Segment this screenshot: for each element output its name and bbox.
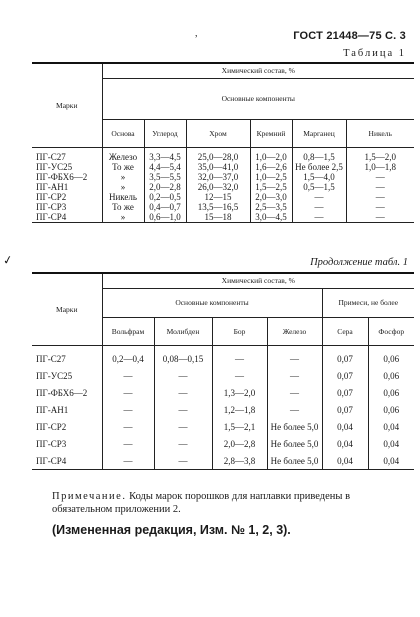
table1-marka-header: Марки <box>32 63 102 148</box>
table-row <box>32 172 414 182</box>
table-row <box>32 452 414 470</box>
table2-column-header: Железо <box>267 318 322 346</box>
table2 <box>32 272 414 470</box>
value-cell: » <box>102 212 144 223</box>
table1-column-header: Никель <box>346 120 414 148</box>
table1-column-header: Хром <box>186 120 250 148</box>
stray-mark: ✓ <box>1 252 15 268</box>
table2-column-header: Сера <box>322 318 368 346</box>
grade-cell: ПГ-СР2 <box>36 421 67 432</box>
changed-edition-note: (Измененная редакция, Изм. № 1, 2, 3). <box>52 523 291 537</box>
value-cell: 0,06 <box>368 384 414 401</box>
table-row <box>32 367 414 384</box>
value-cell: 0,07 <box>322 346 368 368</box>
table2-column-header: Молибден <box>154 318 212 346</box>
value-cell: — <box>292 212 346 223</box>
value-cell: 0,4—0,7 <box>144 202 186 212</box>
value-cell: — <box>212 346 267 368</box>
table2-column-header: Бор <box>212 318 267 346</box>
value-cell: — <box>154 384 212 401</box>
table1-column-header: Углерод <box>144 120 186 148</box>
table-row <box>32 346 414 368</box>
value-cell: » <box>102 182 144 192</box>
value-cell: 25,0—28,0 <box>186 148 250 163</box>
grade-cell: ПГ-АН1 <box>36 182 69 192</box>
value-cell: То же <box>102 162 144 172</box>
value-cell: 1,6—2,6 <box>250 162 292 172</box>
grade-cell: ПГ-ФБХ6—2 <box>36 387 88 398</box>
value-cell: 1,2—1,8 <box>212 401 267 418</box>
value-cell: То же <box>102 202 144 212</box>
value-cell: — <box>346 192 414 202</box>
table1-column-header: Основа <box>102 120 144 148</box>
note-lead: Примечание. <box>52 491 127 502</box>
value-cell: 0,5—1,5 <box>292 182 346 192</box>
table-row <box>32 401 414 418</box>
value-cell: Железо <box>102 148 144 163</box>
table2-column-header: Фосфор <box>368 318 414 346</box>
table1-caption: Таблица 1 <box>343 48 406 59</box>
table2-caption: Продолжение табл. 1 <box>310 257 408 268</box>
value-cell: Никель <box>102 192 144 202</box>
value-cell: 3,0—4,5 <box>250 212 292 223</box>
value-cell: 0,06 <box>368 367 414 384</box>
value-cell: 3,5—5,5 <box>144 172 186 182</box>
value-cell: 2,0—2,8 <box>144 182 186 192</box>
value-cell: Не более 2,5 <box>292 162 346 172</box>
value-cell: 0,8—1,5 <box>292 148 346 163</box>
value-cell: — <box>346 202 414 212</box>
value-cell: 0,07 <box>322 401 368 418</box>
grade-cell: ПГ-УС25 <box>36 370 73 381</box>
value-cell: Не более 5,0 <box>267 452 322 470</box>
value-cell: — <box>267 346 322 368</box>
value-cell: 0,04 <box>322 418 368 435</box>
value-cell: — <box>212 367 267 384</box>
table2-marka-header: Марки <box>32 273 102 346</box>
value-cell: 26,0—32,0 <box>186 182 250 192</box>
table2-column-header: Вольфрам <box>102 318 154 346</box>
table1-column-header: Кремний <box>250 120 292 148</box>
table-row <box>32 148 414 163</box>
value-cell: 4,4—5,4 <box>144 162 186 172</box>
value-cell: 1,5—2,0 <box>346 148 414 163</box>
value-cell: 1,0—2,5 <box>250 172 292 182</box>
value-cell: — <box>154 435 212 452</box>
table1 <box>32 62 414 223</box>
value-cell: 1,5—2,5 <box>250 182 292 192</box>
value-cell: 0,04 <box>322 435 368 452</box>
table-row <box>32 162 414 172</box>
value-cell: — <box>346 182 414 192</box>
value-cell: 0,06 <box>368 401 414 418</box>
table-row <box>32 202 414 212</box>
value-cell: — <box>102 452 154 470</box>
value-cell: — <box>346 212 414 223</box>
table-row <box>32 212 414 223</box>
value-cell: » <box>102 172 144 182</box>
value-cell: 1,0—1,8 <box>346 162 414 172</box>
value-cell: — <box>102 384 154 401</box>
value-cell: — <box>154 367 212 384</box>
value-cell: 35,0—41,0 <box>186 162 250 172</box>
value-cell: — <box>102 401 154 418</box>
value-cell: — <box>154 452 212 470</box>
stray-mark: , <box>195 28 198 39</box>
value-cell: 0,06 <box>368 346 414 368</box>
table-note <box>52 490 412 516</box>
value-cell: 0,2—0,4 <box>102 346 154 368</box>
value-cell: 32,0—37,0 <box>186 172 250 182</box>
value-cell: 0,07 <box>322 384 368 401</box>
grade-cell: ПГ-АН1 <box>36 404 69 415</box>
value-cell: 0,04 <box>368 452 414 470</box>
table-row <box>32 435 414 452</box>
grade-cell: ПГ-СР4 <box>32 452 102 470</box>
value-cell: — <box>292 202 346 212</box>
value-cell: 13,5—16,5 <box>186 202 250 212</box>
value-cell: 0,04 <box>368 435 414 452</box>
grade-cell: ПГ-СР3 <box>36 202 67 212</box>
value-cell: 2,8—3,8 <box>212 452 267 470</box>
value-cell: 1,5—4,0 <box>292 172 346 182</box>
value-cell: — <box>292 192 346 202</box>
grade-cell: ПГ-СР3 <box>36 438 67 449</box>
table1-group-header: Химический состав, % <box>102 63 414 79</box>
value-cell: Не более 5,0 <box>267 418 322 435</box>
value-cell: — <box>102 418 154 435</box>
value-cell: 2,0—2,8 <box>212 435 267 452</box>
table-row <box>32 192 414 202</box>
value-cell: 0,07 <box>322 367 368 384</box>
value-cell: Не более 5,0 <box>267 435 322 452</box>
value-cell: — <box>154 401 212 418</box>
grade-cell: ПГ-С27 <box>36 152 66 162</box>
value-cell: — <box>267 367 322 384</box>
value-cell: 0,2—0,5 <box>144 192 186 202</box>
value-cell: — <box>102 435 154 452</box>
grade-cell: ПГ-С27 <box>36 353 66 364</box>
value-cell: 0,04 <box>368 418 414 435</box>
value-cell: 15—18 <box>186 212 250 223</box>
value-cell: 12—15 <box>186 192 250 202</box>
value-cell: — <box>102 367 154 384</box>
grade-cell: ПГ-ФБХ6—2 <box>36 172 88 182</box>
table-row <box>32 384 414 401</box>
value-cell: 1,0—2,0 <box>250 148 292 163</box>
table1-subgroup-header: Основные компоненты <box>102 79 414 120</box>
table-row <box>32 418 414 435</box>
value-cell: 2,0—3,0 <box>250 192 292 202</box>
value-cell: 0,04 <box>322 452 368 470</box>
table1-column-header: Марганец <box>292 120 346 148</box>
grade-cell: ПГ-УС25 <box>36 162 73 172</box>
value-cell: 0,08—0,15 <box>154 346 212 368</box>
value-cell: 2,5—3,5 <box>250 202 292 212</box>
value-cell: — <box>267 401 322 418</box>
standard-header: ГОСТ 21448—75 С. 3 <box>293 30 406 42</box>
table2-group-header: Химический состав, % <box>102 273 414 289</box>
value-cell: 1,3—2,0 <box>212 384 267 401</box>
grade-cell: ПГ-СР2 <box>36 192 67 202</box>
table2-impurities-header: Примеси, не более <box>322 289 414 318</box>
value-cell: 0,6—1,0 <box>144 212 186 223</box>
table-row <box>32 182 414 192</box>
value-cell: — <box>346 172 414 182</box>
table2-main-header: Основные компоненты <box>102 289 322 318</box>
value-cell: — <box>154 418 212 435</box>
note-text: Коды марок порошков для наплавки приведены в обязательном приложении 2. <box>52 491 351 515</box>
value-cell: 1,5—2,1 <box>212 418 267 435</box>
grade-cell: ПГ-СР4 <box>32 212 102 223</box>
value-cell: 3,3—4,5 <box>144 148 186 163</box>
value-cell: — <box>267 384 322 401</box>
